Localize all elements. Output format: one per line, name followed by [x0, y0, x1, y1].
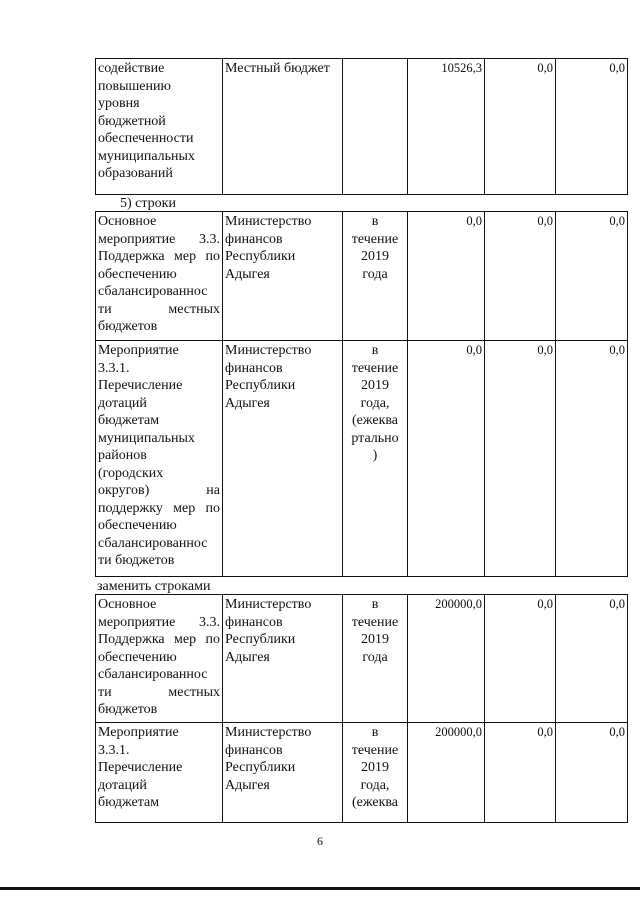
term-cell: в течение 2019 года, (ежеква	[343, 723, 408, 823]
amount-2020-cell: 0,0	[485, 595, 556, 723]
amount-2019-cell: 0,0	[408, 212, 485, 341]
amount-2019-cell: 10526,3	[408, 59, 485, 195]
term-cell: в течение 2019 года	[343, 595, 408, 723]
executor-cell: Министерство финансов Республики Адыгея	[223, 341, 343, 577]
measure-name-cell: содействие повышению уровня бюджетной обеспеченности муниципальных образований	[96, 59, 223, 195]
amount-2021-cell: 0,0	[556, 341, 628, 577]
table-row	[96, 723, 628, 823]
amount-2019-cell: 200000,0	[408, 595, 485, 723]
amendment-table	[95, 594, 628, 823]
amount-2021-cell: 0,0	[556, 723, 628, 823]
amount-2020-cell: 0,0	[485, 59, 556, 195]
amendment-table	[95, 211, 628, 577]
table-row	[96, 59, 628, 195]
measure-name-cell: Мероприятие 3.3.1. Перечисление дотаций бюджетам	[96, 723, 223, 823]
amount-2020-cell: 0,0	[485, 212, 556, 341]
amount-2020-cell: 0,0	[485, 723, 556, 823]
measure-name-cell: Основное мероприятие 3.3. Поддержка мер по обеспечению сбалансированнос ти местных бюджетов	[96, 212, 223, 341]
amount-2021-cell: 0,0	[556, 595, 628, 723]
table-row	[96, 595, 628, 723]
executor-cell: Местный бюджет	[223, 59, 343, 195]
term-cell: в течение 2019 года, (ежеква ртально )	[343, 341, 408, 577]
page-number: 6	[317, 834, 323, 848]
executor-cell: Министерство финансов Республики Адыгея	[223, 723, 343, 823]
amendment-table	[95, 58, 628, 195]
bottom-rule	[0, 887, 640, 890]
amount-2019-cell: 200000,0	[408, 723, 485, 823]
section-label: 5) строки	[120, 196, 176, 211]
table-row	[96, 341, 628, 577]
term-cell	[343, 59, 408, 195]
term-cell: в течение 2019 года	[343, 212, 408, 341]
measure-name-cell: Мероприятие 3.3.1. Перечисление дотаций бюджетам муниципальных районов (городских округов) на поддержку мер по обеспечению сбалансированнос ти бюджетов	[96, 341, 223, 577]
section-label: заменить строками	[97, 579, 211, 594]
amount-2020-cell: 0,0	[485, 341, 556, 577]
amount-2021-cell: 0,0	[556, 59, 628, 195]
executor-cell: Министерство финансов Республики Адыгея	[223, 212, 343, 341]
table-row	[96, 212, 628, 341]
amount-2021-cell: 0,0	[556, 212, 628, 341]
measure-name-cell: Основное мероприятие 3.3. Поддержка мер по обеспечению сбалансированнос ти местных бюджетов	[96, 595, 223, 723]
amount-2019-cell: 0,0	[408, 341, 485, 577]
executor-cell: Министерство финансов Республики Адыгея	[223, 595, 343, 723]
